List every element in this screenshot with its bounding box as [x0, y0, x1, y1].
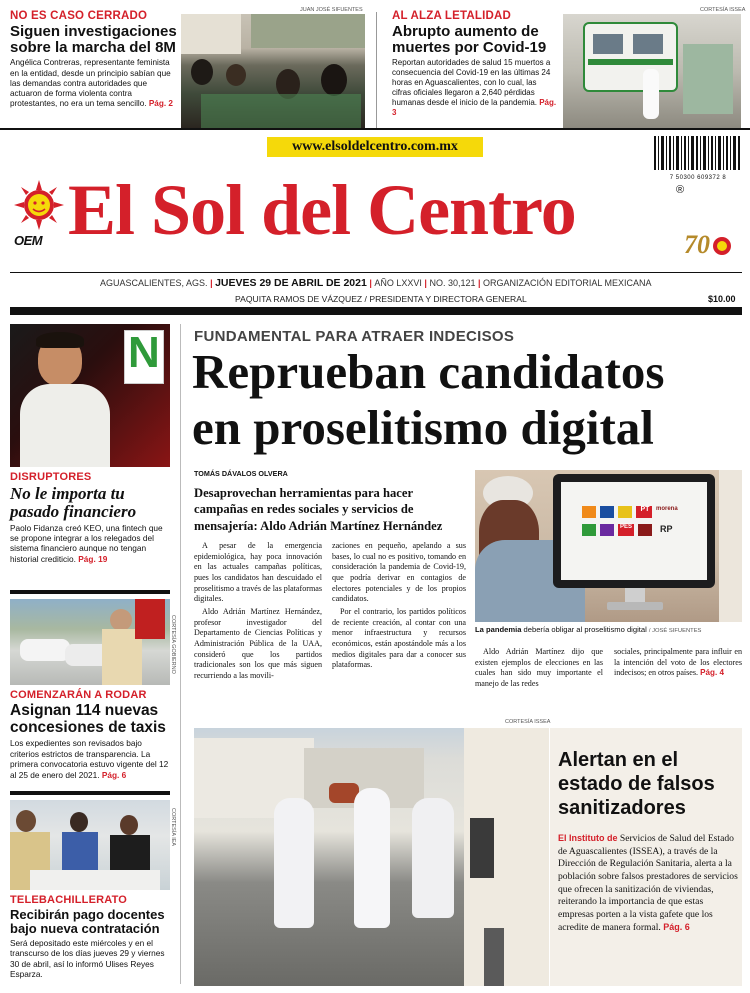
teaser-headline[interactable]: Abrupto aumento de muertes por Covid-19	[392, 23, 547, 57]
caption-lead: La pandemia	[475, 625, 522, 634]
paragraph: A pesar de la emergencia epidemiológica, hay poca innovación en las actuales campañas políticas, pues los candidatos han descuidado el proselitismo a través de las plataformas digitales.	[194, 541, 322, 604]
body-lead: El Instituto de	[558, 833, 618, 843]
teaser-body: Reportan autoridades de salud 15 muertos a consecuencia del Covid-19 en las últimas 24 horas en Aguascalientes, con lo cual, las cifras oficiales llegaron a 2,640 pérdidas humanas desde el inicio de la pandemia.	[392, 58, 551, 108]
lead-photo	[475, 470, 742, 622]
sidebar-kicker: COMENZARÁN A RODAR	[10, 689, 147, 701]
paragraph: Aldo Adrián Martínez Hernández, profesor investigador del Departamento de Ciencias Políticas y Administración Pública de la UAA, consideró que los partidos tradicionales son los que más siguen recurriendo a las movili-	[194, 607, 322, 681]
photo-credit: CORTESÍA GOBIERNO	[170, 615, 176, 674]
lead-headline[interactable]	[192, 344, 744, 456]
newspaper-title[interactable]: El Sol del Centro	[68, 170, 576, 250]
screen-label: PT	[640, 506, 650, 513]
teaser-kicker: NO ES CASO CERRADO	[10, 10, 148, 22]
teaser-kicker: AL ALZA LETALIDAD	[392, 10, 512, 22]
screen-label: morena	[656, 506, 678, 512]
dateline-date: JUEVES 29 DE ABRIL DE 2021	[215, 277, 367, 289]
sidebar-body: Paolo Fidanza creó KEO, una fintech que se propone integrar a los relegados del sistema financiero aunque no tengan historial crediticio.	[10, 522, 163, 564]
masthead-bottom-bar	[10, 307, 742, 315]
lead-photo-caption	[475, 625, 743, 634]
divider	[376, 12, 377, 129]
dateline-issue: NO. 30,121	[429, 278, 476, 288]
photo-credit: CORTESÍA ISSEA	[700, 7, 746, 13]
paragraph: Aldo Adrián Martínez dijo que existen ejemplos de elecciones en las cuales han sido muy importante el manejo de las redes	[475, 647, 603, 689]
anniversary-logo	[682, 228, 738, 268]
teaser-march[interactable]	[10, 10, 178, 110]
sidebar-rule	[10, 590, 170, 594]
screen-label: PES	[619, 524, 632, 530]
price: $10.00	[708, 294, 736, 304]
march-photo	[181, 14, 365, 128]
caption-text: debería obligar al proselitismo digital	[521, 625, 647, 634]
sidebar-story-taxis[interactable]	[10, 689, 170, 780]
byline: TOMÁS DÁVALOS OLVERA	[194, 469, 288, 478]
body-text: Servicios de Salud del Estado de Aguascalientes (ISSEA), a través de la Dirección de Regulación Sanitaria, alerta a la población sobre falsos prestadores de servicios que ofrecen la sanitización de viviendas, reiterando la importancia de que estas empresas porten a la vista gafete que los acredite de manera formal.	[558, 833, 738, 933]
lead-deck: Desaprovechan herramientas para hacer campañas en redes sociales y servicios de mensajería: Aldo Adrián Martínez Hernández	[194, 486, 443, 533]
oem-logo: OEM	[14, 233, 43, 248]
dateline-city: AGUASCALIENTES, AGS.	[100, 278, 208, 288]
lead-kicker: FUNDAMENTAL PARA ATRAER INDECISOS	[194, 328, 515, 345]
magazine-badge: N	[128, 328, 160, 377]
sidebar-rule	[10, 791, 170, 795]
sidebar-photo-fidanza	[10, 324, 170, 467]
sidebar-headline[interactable]: No le importa tu pasado financiero	[10, 484, 137, 521]
sidebar-story-fintech[interactable]	[10, 471, 170, 564]
sidebar-story-teachers[interactable]	[10, 894, 170, 980]
ambulance-photo	[563, 14, 741, 128]
lead-column-3	[475, 647, 603, 690]
photo-credit: CORTESÍA ISSEA	[505, 719, 551, 725]
paragraph: sociales, principalmente para influir en la intención del voto de los electores indecisos; en otros países.	[614, 647, 742, 678]
sun-logo	[12, 178, 66, 232]
sidebar-photo-teachers	[10, 800, 170, 890]
director-line: PAQUITA RAMOS DE VÁZQUEZ / PRESIDENTA Y DIRECTORA GENERAL	[235, 294, 527, 304]
sidebar-kicker: DISRUPTORES	[10, 471, 92, 483]
paragraph: zaciones en pequeño, apelando a sus bases, lo cual no es positivo, tomando en consideración la pandemia de Covid-19, que podría derivar en contagios de electores potenciales y de los propios candidatos.	[332, 541, 466, 604]
barcode-number: 7 50300 609372 8	[669, 175, 727, 181]
registered-mark: ®	[676, 184, 685, 196]
teaser-headline[interactable]: Siguen investigaciones sobre la marcha del 8M	[10, 23, 177, 57]
rule	[10, 272, 742, 273]
teaser-body: Angélica Contreras, representante feminista en la entidad, desde un principio sabían que las demandas contra autoridades que actuaron de forma violenta contra protestantes, no era un tema sencillo.	[10, 58, 171, 109]
sidebar-photo-taxis	[10, 599, 170, 685]
page-ref[interactable]: Pág. 6	[101, 769, 127, 780]
column-divider	[180, 324, 181, 984]
page-ref[interactable]: Pág. 2	[148, 99, 173, 109]
lead-column-1	[194, 541, 322, 682]
anniversary-number: 70	[684, 230, 710, 259]
masthead-top-rule	[0, 128, 750, 130]
lead-column-4	[614, 647, 742, 679]
sidebar-kicker: TELEBACHILLERATO	[10, 894, 128, 906]
dateline-org: ORGANIZACIÓN EDITORIAL MEXICANA	[483, 278, 652, 288]
lead-headline-line1[interactable]: Reprueban candidatos	[192, 344, 665, 399]
caption-credit: / JOSÉ SIFUENTES	[648, 628, 702, 634]
sanitizers-photo	[194, 728, 549, 986]
dateline: AGUASCALIENTES, AGS. | JUEVES 29 DE ABRIL DE 2021 | AÑO LXXVI | NO. 30,121 | ORGANIZACIÓN EDITORIAL MEXICANA	[100, 277, 652, 289]
photo-credit: CORTESÍA IEA	[170, 808, 176, 847]
lead-headline-line2[interactable]: en proselitismo digital	[192, 400, 654, 455]
lead-column-2	[332, 541, 466, 671]
website-url[interactable]: www.elsoldelcentro.com.mx	[267, 137, 483, 157]
paragraph: Por el contrario, los partidos políticos de reciente creación, al contar con una menor infraestructura y recursos económicos, están apostándole más a los medios digitales para dar a conocer sus plataformas.	[332, 607, 466, 670]
sanitizers-body	[558, 833, 740, 934]
sidebar-body: Será depositado este miércoles y en el transcurso de los días jueves 29 y viernes 30 de abril, así lo informó Ulises Reyes Esparza.	[10, 938, 165, 980]
sanitizers-headline[interactable]: Alertan en el estado de falsos sanitizadores	[558, 749, 715, 819]
sidebar-headline[interactable]: Asignan 114 nuevas concesiones de taxis	[10, 702, 166, 736]
page-ref[interactable]: Pág. 3	[392, 98, 557, 118]
teaser-covid[interactable]	[392, 10, 557, 118]
page-ref[interactable]: Pág. 4	[700, 668, 724, 678]
dateline-year: AÑO LXXVI	[374, 278, 422, 288]
page-ref[interactable]: Pág. 19	[78, 553, 108, 564]
photo-credit: JUAN JOSÉ SIFUENTES	[300, 7, 363, 13]
sidebar-headline[interactable]: Recibirán pago docentes bajo nueva contratación	[10, 907, 165, 937]
screen-label: RP	[660, 524, 673, 534]
sidebar-body: Los expedientes son revisados bajo criterios estrictos de transparencia. La primera convocatoria estuvo vigente del 12 al 25 de enero del 2021.	[10, 738, 169, 780]
page-ref[interactable]: Pág. 6	[663, 921, 690, 932]
